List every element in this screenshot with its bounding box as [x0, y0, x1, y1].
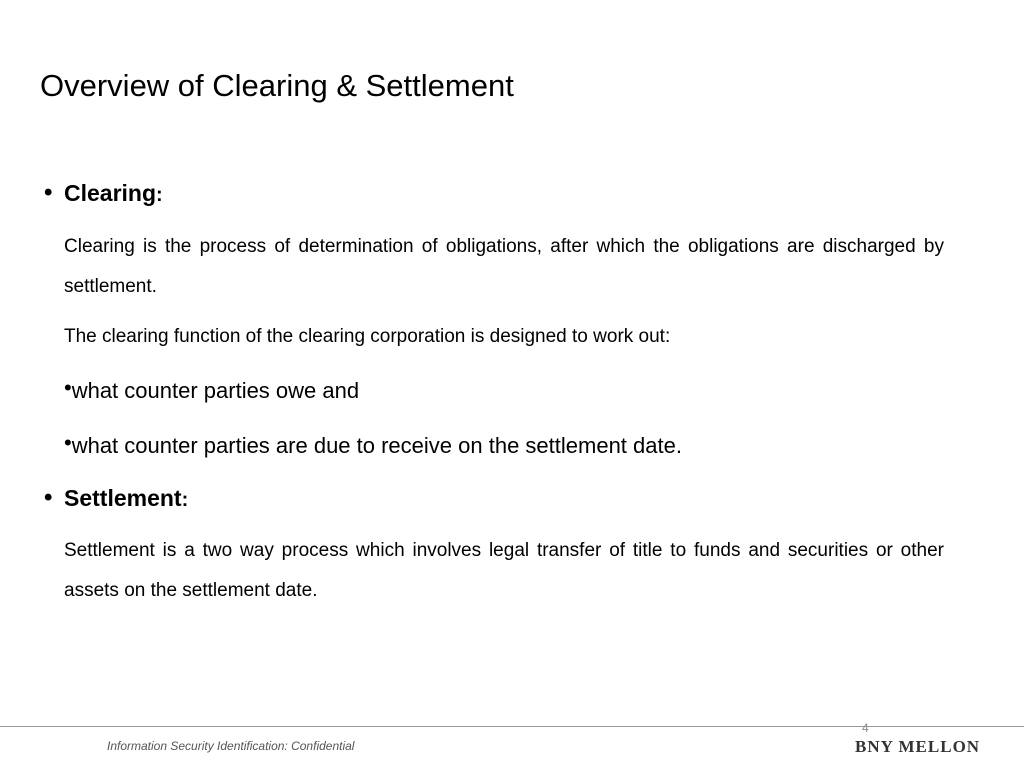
settlement-definition: Settlement is a two way process which involves legal transfer of title to funds and securities or other assets on the settlement date.: [64, 540, 944, 601]
sub-bullet-text: what counter parties owe and: [71, 378, 360, 403]
sub-bullet-text: what counter parties are due to receive on the settlement date.: [71, 433, 682, 458]
bullet-settlement-heading: [44, 484, 188, 512]
clearing-heading: Clearing: [64, 180, 157, 206]
bullet-icon: •: [44, 484, 53, 511]
settlement-heading-colon: :: [181, 489, 189, 511]
clearing-heading-colon: :: [156, 184, 163, 206]
footer-divider: [0, 726, 1024, 727]
bullet-icon: •: [64, 430, 72, 455]
page-number: 4: [862, 721, 869, 735]
clearing-function-intro: The clearing function of the clearing corporation is designed to work out:: [64, 326, 671, 347]
clearing-sub-bullet-1: [64, 375, 359, 404]
bullet-icon: •: [64, 375, 72, 400]
security-classification: Information Security Identification: Confidential: [107, 739, 355, 753]
bullet-icon: •: [44, 179, 53, 206]
bullet-clearing-heading: [44, 179, 163, 207]
bny-mellon-logo: BNY MELLON: [855, 737, 981, 756]
settlement-heading: Settlement: [64, 485, 182, 511]
clearing-definition: Clearing is the process of determination of obligations, after which the obligations are discharged by settlement.: [64, 236, 944, 297]
clearing-sub-bullet-2: [64, 430, 682, 459]
slide-title: Overview of Clearing & Settlement: [40, 68, 514, 103]
